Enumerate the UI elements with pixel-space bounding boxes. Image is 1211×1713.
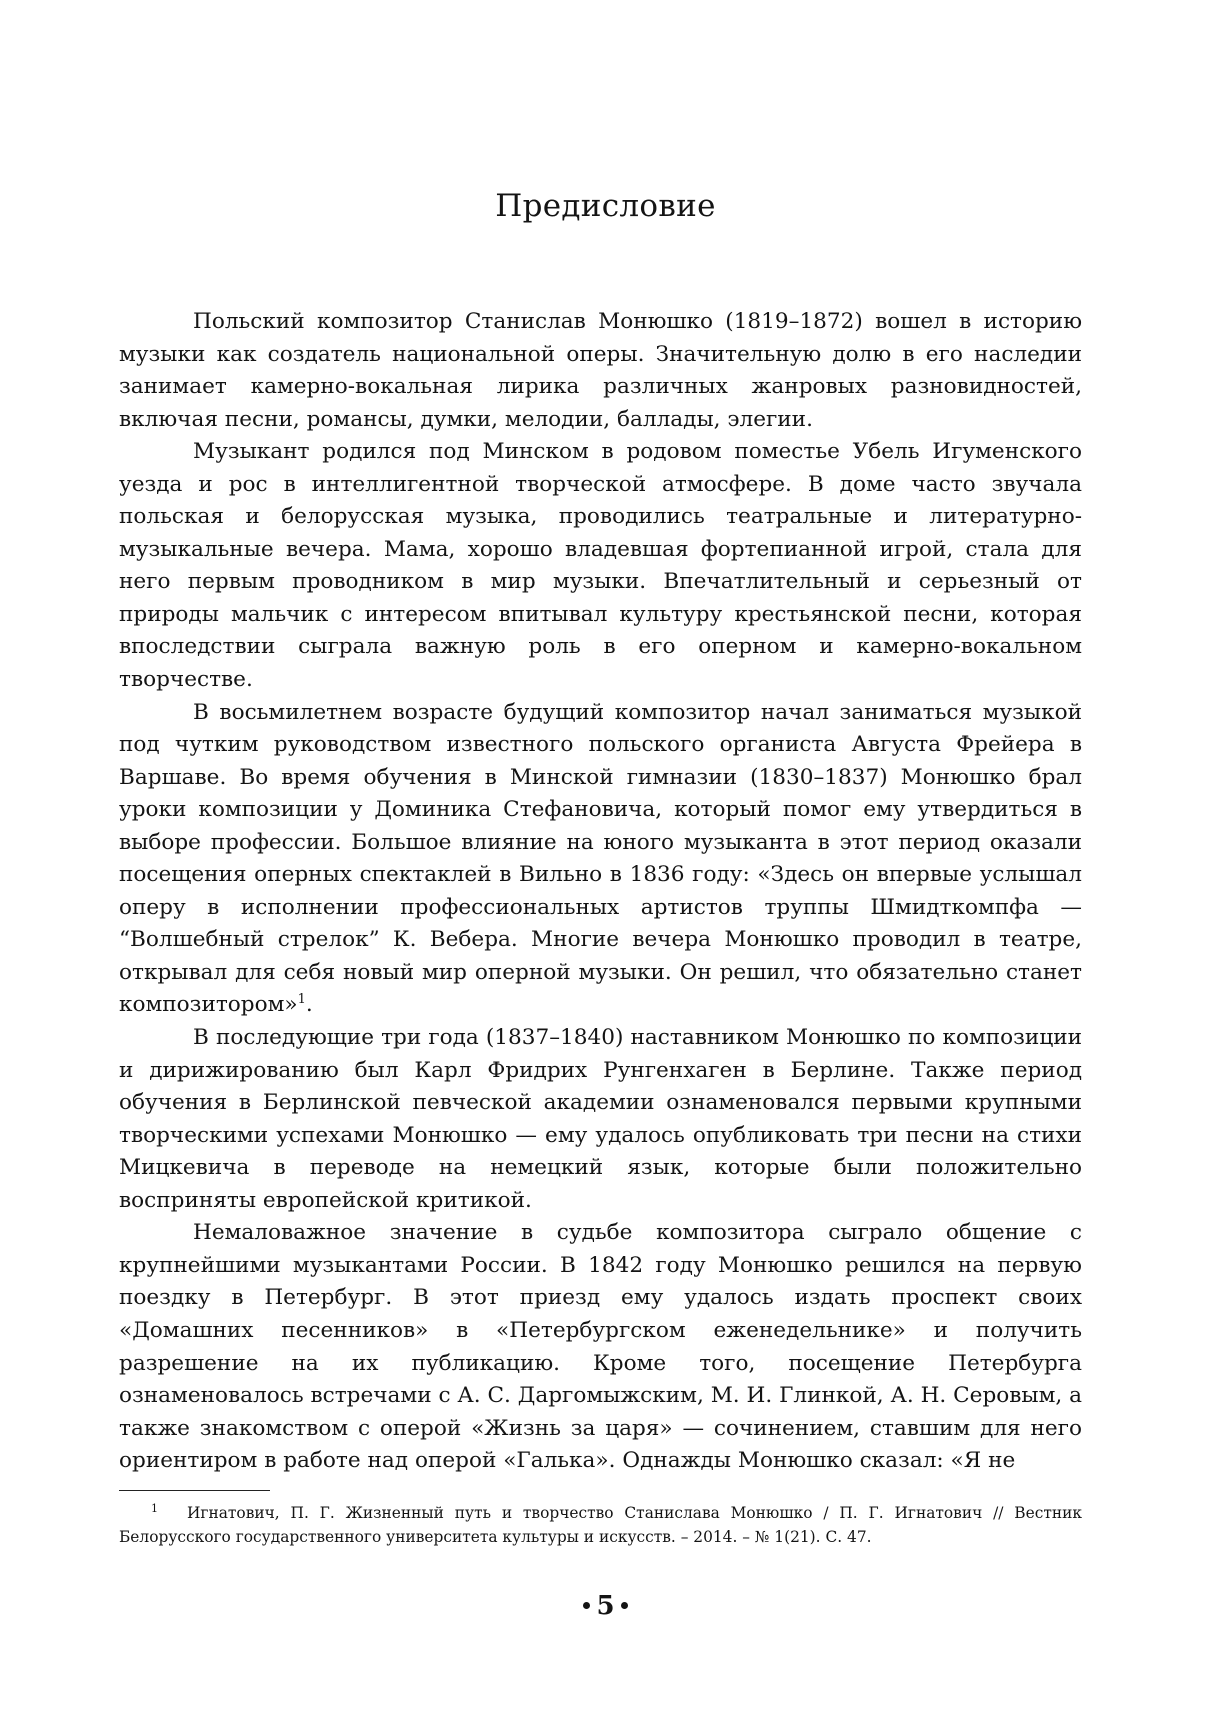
footnote-reference[interactable]: 1 bbox=[297, 992, 306, 1008]
footnote bbox=[119, 1501, 1082, 1549]
paragraph bbox=[119, 306, 1082, 436]
bullet-icon bbox=[621, 1602, 628, 1609]
paragraph-text: В последующие три года (1837–1840) наставником Монюшко по композиции и дирижированию был Карл Фридрих Рунгенхаген в Берлине. Также период обучения в Берлинской певческой академии ознаменовался первыми крупными творческими успехами Монюшко — ему удалось опубликовать три песни на стихи Мицкевича в переводе на немецкий язык, которые были положительно восприняты европейской критикой. bbox=[119, 1025, 1082, 1213]
bullet-icon bbox=[583, 1602, 590, 1609]
footnote-text: Игнатович, П. Г. Жизненный путь и творчество Станислава Монюшко / П. Г. Игнатович // Вестник Белорусского государственного университета культуры и искусств. – 2014. – № 1(21). С. 47. bbox=[119, 1504, 1082, 1546]
paragraph-text: Музыкант родился под Минском в родовом поместье Убель Игуменского уезда и рос в интеллигентной творческой атмосфере. В доме часто звучала польская и белорусская музыка, проводились театральные и литературно-музыкальные вечера. Мама, хорошо владевшая фортепианной игрой, стала для него первым проводником в мир музыки. Впечатлительный и серьезный от природы мальчик с интересом впитывал культуру крестьянской песни, которая впоследствии сыграла важную роль в его оперном и камерно-вокальном творчестве. bbox=[119, 439, 1082, 693]
paragraph-text: Немаловажное значение в судьбе композитора сыграло общение с крупнейшими музыкантами России. В 1842 году Монюшко решился на первую поездку в Петербург. В этот приезд ему удалось издать проспект своих «Домашних песенников» в «Петербургском еженедельнике» и получить разрешение на их публикацию. Кроме того, посещение Петербурга ознаменовалось встречами с А. С. Даргомыжским, М. И. Глинкой, А. Н. Серовым, а также знакомством с оперой «Жизнь за царя» — сочинением, ставшим для него ориентиром в работе над оперой «Галька». Однажды Монюшко сказал: «Я не bbox=[119, 1220, 1083, 1474]
page-number-value: 5 bbox=[596, 1591, 615, 1621]
body-text bbox=[119, 306, 1082, 1478]
paragraph bbox=[119, 1022, 1082, 1217]
paragraph bbox=[119, 1217, 1082, 1477]
paragraph-text: В восьмилетнем возрасте будущий композитор начал заниматься музыкой под чутким руководством известного польского органиста Августа Фрейера в Варшаве. Во время обучения в Минской гимназии (1830–1837) Монюшко брал уроки композиции у Доминика Стефановича, который помог ему утвердиться в выборе профессии. Большое влияние на юного музыканта в этот период оказали посещения оперных спектаклей в Вильно в 1836 году: «Здесь он впервые услышал оперу в исполнении профессиональных артистов труппы Шмидткомпфа — “Волшебный стрелок” К. Вебера. Многие вечера Монюшко проводил в театре, открывал для себя новый мир оперной музыки. Он решил, что обязательно станет композитором» bbox=[119, 699, 1082, 1018]
footnote-number: 1 bbox=[151, 1502, 158, 1515]
paragraph-text: Польский композитор Станислав Монюшко (1819–1872) вошел в историю музыки как создатель национальной оперы. Значительную долю в его наследии занимает камерно-вокальная лирика различных жанровых разновидностей, включая песни, романсы, думки, мелодии, баллады, элегии. bbox=[119, 309, 1082, 432]
paragraph bbox=[119, 436, 1082, 696]
paragraph bbox=[119, 697, 1082, 1022]
footnote-divider bbox=[119, 1490, 270, 1491]
paragraph-end-punctuation: . bbox=[305, 992, 313, 1018]
page-number bbox=[0, 1590, 1211, 1622]
page-title: Предисловие bbox=[495, 188, 716, 224]
